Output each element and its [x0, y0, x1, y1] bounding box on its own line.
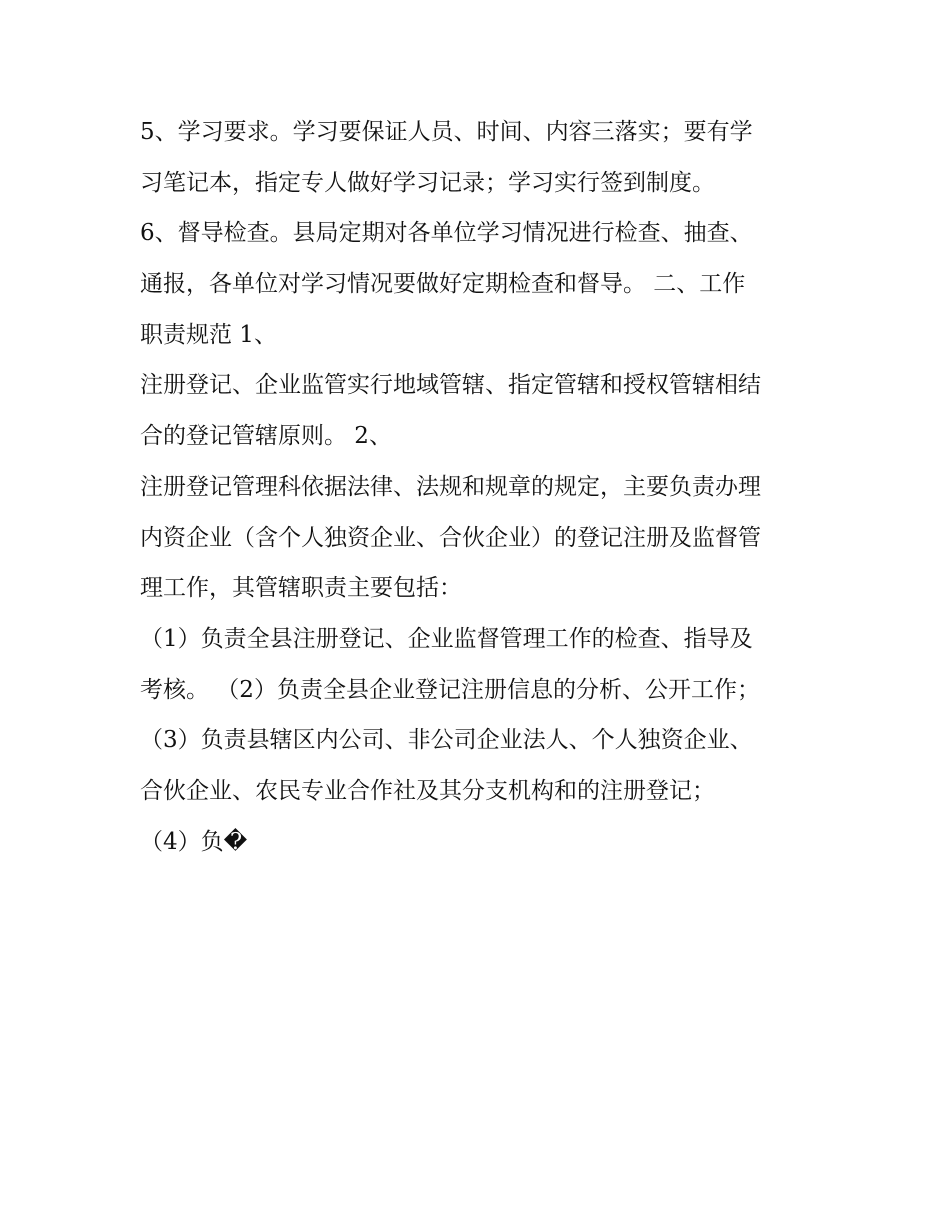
text-line-4: 通报，各单位对学习情况要做好定期检查和督导。 二、工作	[140, 271, 746, 298]
text-line-3: 6、督导检查。县局定期对各单位学习情况进行检查、抽查、	[140, 220, 753, 247]
text-line-12: 考核。 （2）负责全县企业登记注册信息的分析、公开工作；	[140, 676, 760, 703]
text-line-10: 理工作，其管辖职责主要包括：	[140, 575, 462, 602]
text-line-11: （1）负责全县注册登记、企业监督管理工作的检查、指导及	[140, 625, 753, 652]
text-line-13: （3）负责县辖区内公司、非公司企业法人、个人独资企业、	[140, 727, 753, 754]
text-line-1: 5、学习要求。学习要保证人员、时间、内容三落实；要有学	[140, 119, 753, 145]
text-line-2: 习笔记本，指定专人做好学习记录；学习实行签到制度。	[140, 169, 715, 196]
text-line-5: 职责规范 1、	[140, 321, 277, 348]
text-line-6: 注册登记、企业监管实行地域管辖、指定管辖和授权管辖相结	[140, 372, 761, 399]
text-line-15: （4）负�	[140, 828, 248, 855]
text-line-9: 内资企业（含个人独资企业、合伙企业）的登记注册及监督管	[140, 524, 761, 551]
document-body	[140, 107, 830, 867]
text-line-8: 注册登记管理科依据法律、法规和规章的规定，主要负责办理	[140, 473, 761, 500]
text-line-14: 合伙企业、农民专业合作社及其分支机构和的注册登记；	[140, 777, 715, 804]
text-line-7: 合的登记管辖原则。 2、	[140, 423, 392, 450]
